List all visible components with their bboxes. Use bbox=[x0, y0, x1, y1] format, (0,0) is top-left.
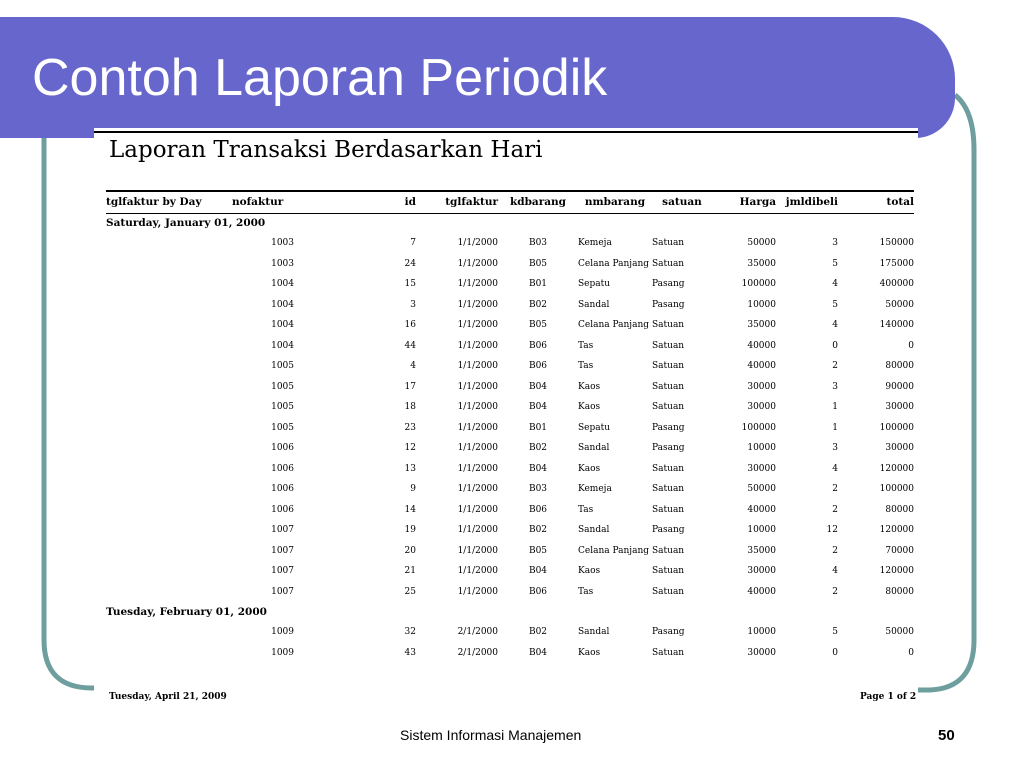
satuan-cell: Pasang bbox=[652, 299, 685, 310]
total-cell: 120000 bbox=[879, 463, 914, 474]
total-cell: 0 bbox=[908, 647, 914, 658]
nofaktur-cell: 1006 bbox=[271, 443, 294, 454]
table-row bbox=[106, 397, 914, 418]
table-row bbox=[106, 377, 914, 398]
day-cell bbox=[106, 643, 232, 664]
nmbarang-cell: Kaos bbox=[578, 647, 601, 658]
total-cell: 0 bbox=[908, 340, 914, 351]
total-cell: 90000 bbox=[885, 381, 914, 392]
jmldibeli-cell: 3 bbox=[832, 381, 838, 392]
harga-cell: 50000 bbox=[747, 484, 776, 495]
harga-cell: 40000 bbox=[747, 340, 776, 351]
kdbarang-cell: B05 bbox=[528, 545, 548, 556]
table-row bbox=[106, 356, 914, 377]
satuan-cell: Pasang bbox=[652, 525, 685, 536]
table-row bbox=[106, 561, 914, 582]
harga-cell: 10000 bbox=[747, 299, 776, 310]
table-row bbox=[106, 315, 914, 336]
nmbarang-cell: Kemeja bbox=[578, 238, 612, 249]
nofaktur-cell: 1006 bbox=[271, 484, 294, 495]
jmldibeli-cell: 2 bbox=[832, 484, 838, 495]
tglfaktur-cell: 1/1/2000 bbox=[457, 279, 498, 290]
table-row bbox=[106, 438, 914, 459]
day-cell bbox=[106, 541, 232, 562]
kdbarang-cell: B03 bbox=[528, 484, 548, 495]
slide-title: Contoh Laporan Periodik bbox=[32, 49, 608, 107]
jmldibeli-cell: 2 bbox=[832, 586, 838, 597]
table-row bbox=[106, 582, 914, 603]
kdbarang-cell: B02 bbox=[528, 525, 548, 536]
satuan-cell: Satuan bbox=[652, 402, 685, 413]
nmbarang-cell: Celana Panjang bbox=[578, 545, 650, 556]
day-cell bbox=[106, 274, 232, 295]
satuan-cell: Pasang bbox=[652, 279, 685, 290]
nofaktur-cell: 1004 bbox=[271, 340, 294, 351]
jmldibeli-cell: 4 bbox=[832, 279, 838, 290]
day-cell bbox=[106, 622, 232, 643]
satuan-cell: Satuan bbox=[652, 320, 685, 331]
nofaktur-cell: 1006 bbox=[271, 504, 294, 515]
nmbarang-cell: Sandal bbox=[578, 525, 610, 536]
nofaktur-cell: 1006 bbox=[271, 463, 294, 474]
table-row bbox=[106, 274, 914, 295]
nmbarang-cell: Kaos bbox=[578, 402, 601, 413]
total-cell: 100000 bbox=[879, 484, 914, 495]
satuan-cell: Satuan bbox=[652, 586, 685, 597]
harga-cell: 30000 bbox=[747, 647, 776, 658]
satuan-cell: Satuan bbox=[652, 484, 685, 495]
id-cell: 17 bbox=[404, 381, 416, 392]
nmbarang-cell: Tas bbox=[578, 340, 594, 351]
satuan-cell: Satuan bbox=[652, 647, 685, 658]
harga-cell: 10000 bbox=[747, 443, 776, 454]
kdbarang-cell: B02 bbox=[528, 299, 548, 310]
kdbarang-cell: B04 bbox=[528, 647, 548, 658]
day-cell bbox=[106, 582, 232, 603]
total-cell: 100000 bbox=[879, 422, 914, 433]
satuan-cell: Satuan bbox=[652, 238, 685, 249]
nofaktur-cell: 1005 bbox=[271, 422, 294, 433]
table-row bbox=[106, 233, 914, 254]
jmldibeli-cell: 2 bbox=[832, 504, 838, 515]
report-table bbox=[106, 191, 914, 663]
day-cell bbox=[106, 438, 232, 459]
table-row bbox=[106, 336, 914, 357]
total-cell: 80000 bbox=[885, 504, 914, 515]
day-cell bbox=[106, 459, 232, 480]
kdbarang-cell: B04 bbox=[528, 463, 548, 474]
total-cell: 120000 bbox=[879, 525, 914, 536]
tglfaktur-cell: 1/1/2000 bbox=[457, 566, 498, 577]
id-cell: 9 bbox=[410, 484, 416, 495]
harga-cell: 35000 bbox=[747, 320, 776, 331]
report-table-body bbox=[106, 213, 914, 663]
table-header-row bbox=[106, 191, 914, 213]
id-cell: 3 bbox=[410, 299, 416, 310]
total-cell: 400000 bbox=[879, 279, 914, 290]
nofaktur-cell: 1005 bbox=[271, 361, 294, 372]
column-header: satuan bbox=[662, 196, 702, 208]
nmbarang-cell: Sepatu bbox=[578, 279, 611, 290]
nmbarang-cell: Kemeja bbox=[578, 484, 612, 495]
jmldibeli-cell: 2 bbox=[832, 545, 838, 556]
harga-cell: 35000 bbox=[747, 258, 776, 269]
nmbarang-cell: Tas bbox=[578, 361, 594, 372]
id-cell: 32 bbox=[404, 627, 416, 638]
nmbarang-cell: Sepatu bbox=[578, 422, 611, 433]
id-cell: 12 bbox=[404, 443, 416, 454]
kdbarang-cell: B02 bbox=[528, 443, 548, 454]
harga-cell: 30000 bbox=[747, 463, 776, 474]
group-row bbox=[106, 213, 914, 233]
nmbarang-cell: Sandal bbox=[578, 627, 610, 638]
jmldibeli-cell: 4 bbox=[832, 320, 838, 331]
column-header: id bbox=[404, 196, 416, 208]
satuan-cell: Satuan bbox=[652, 566, 685, 577]
jmldibeli-cell: 4 bbox=[832, 566, 838, 577]
total-cell: 175000 bbox=[879, 258, 914, 269]
report-print-date: Tuesday, April 21, 2009 bbox=[109, 692, 227, 702]
tglfaktur-cell: 1/1/2000 bbox=[457, 361, 498, 372]
table-row bbox=[106, 295, 914, 316]
harga-cell: 30000 bbox=[747, 566, 776, 577]
satuan-cell: Pasang bbox=[652, 627, 685, 638]
table-row bbox=[106, 520, 914, 541]
kdbarang-cell: B05 bbox=[528, 258, 548, 269]
nmbarang-cell: Kaos bbox=[578, 463, 601, 474]
day-cell bbox=[106, 295, 232, 316]
day-cell bbox=[106, 356, 232, 377]
column-header: tglfaktur by Day bbox=[106, 196, 202, 208]
column-header: Harga bbox=[739, 196, 776, 208]
id-cell: 14 bbox=[404, 504, 416, 515]
nmbarang-cell: Kaos bbox=[578, 566, 601, 577]
day-cell bbox=[106, 500, 232, 521]
table-row bbox=[106, 479, 914, 500]
tglfaktur-cell: 1/1/2000 bbox=[457, 586, 498, 597]
nofaktur-cell: 1007 bbox=[271, 586, 294, 597]
group-label: Tuesday, February 01, 2000 bbox=[106, 606, 267, 618]
id-cell: 43 bbox=[404, 647, 416, 658]
id-cell: 16 bbox=[404, 320, 416, 331]
tglfaktur-cell: 1/1/2000 bbox=[457, 320, 498, 331]
tglfaktur-cell: 1/1/2000 bbox=[457, 443, 498, 454]
harga-cell: 40000 bbox=[747, 586, 776, 597]
group-row bbox=[106, 602, 914, 622]
kdbarang-cell: B04 bbox=[528, 402, 548, 413]
kdbarang-cell: B06 bbox=[528, 361, 548, 372]
harga-cell: 10000 bbox=[747, 525, 776, 536]
tglfaktur-cell: 1/1/2000 bbox=[457, 381, 498, 392]
id-cell: 18 bbox=[404, 402, 416, 413]
total-cell: 70000 bbox=[885, 545, 914, 556]
kdbarang-cell: B04 bbox=[528, 381, 548, 392]
slide-number: 50 bbox=[938, 727, 955, 744]
jmldibeli-cell: 5 bbox=[832, 627, 838, 638]
tglfaktur-cell: 1/1/2000 bbox=[457, 504, 498, 515]
total-cell: 120000 bbox=[879, 566, 914, 577]
id-cell: 19 bbox=[404, 525, 416, 536]
tglfaktur-cell: 2/1/2000 bbox=[457, 647, 498, 658]
total-cell: 150000 bbox=[879, 238, 914, 249]
harga-cell: 35000 bbox=[747, 545, 776, 556]
column-header: jmldibeli bbox=[785, 196, 838, 208]
jmldibeli-cell: 5 bbox=[832, 258, 838, 269]
tglfaktur-cell: 1/1/2000 bbox=[457, 484, 498, 495]
id-cell: 25 bbox=[404, 586, 416, 597]
column-header: kdbarang bbox=[509, 196, 567, 208]
report-title: Laporan Transaksi Berdasarkan Hari bbox=[109, 137, 543, 163]
kdbarang-cell: B05 bbox=[528, 320, 548, 331]
satuan-cell: Satuan bbox=[652, 545, 685, 556]
jmldibeli-cell: 1 bbox=[832, 402, 838, 413]
nmbarang-cell: Sandal bbox=[578, 299, 610, 310]
nofaktur-cell: 1009 bbox=[271, 627, 294, 638]
kdbarang-cell: B03 bbox=[528, 238, 548, 249]
harga-cell: 40000 bbox=[747, 504, 776, 515]
id-cell: 20 bbox=[404, 545, 416, 556]
nofaktur-cell: 1003 bbox=[271, 258, 294, 269]
nofaktur-cell: 1007 bbox=[271, 525, 294, 536]
nofaktur-cell: 1007 bbox=[271, 545, 294, 556]
slide-footer: Sistem Informasi Manajemen bbox=[400, 727, 582, 743]
nofaktur-cell: 1005 bbox=[271, 381, 294, 392]
harga-cell: 10000 bbox=[747, 627, 776, 638]
day-cell bbox=[106, 377, 232, 398]
table-row bbox=[106, 622, 914, 643]
nofaktur-cell: 1004 bbox=[271, 299, 294, 310]
tglfaktur-cell: 2/1/2000 bbox=[457, 627, 498, 638]
total-cell: 80000 bbox=[885, 586, 914, 597]
satuan-cell: Satuan bbox=[652, 361, 685, 372]
harga-cell: 100000 bbox=[741, 279, 776, 290]
kdbarang-cell: B06 bbox=[528, 340, 548, 351]
table-row bbox=[106, 643, 914, 664]
satuan-cell: Satuan bbox=[652, 463, 685, 474]
total-cell: 140000 bbox=[879, 320, 914, 331]
total-cell: 30000 bbox=[885, 443, 914, 454]
column-header: nofaktur bbox=[232, 196, 284, 208]
harga-cell: 100000 bbox=[741, 422, 776, 433]
table-row bbox=[106, 418, 914, 439]
day-cell bbox=[106, 233, 232, 254]
kdbarang-cell: B01 bbox=[528, 422, 548, 433]
table-row bbox=[106, 500, 914, 521]
total-cell: 30000 bbox=[885, 402, 914, 413]
satuan-cell: Pasang bbox=[652, 443, 685, 454]
report-image bbox=[94, 128, 918, 708]
nofaktur-cell: 1003 bbox=[271, 238, 294, 249]
kdbarang-cell: B06 bbox=[528, 586, 548, 597]
nofaktur-cell: 1005 bbox=[271, 402, 294, 413]
tglfaktur-cell: 1/1/2000 bbox=[457, 299, 498, 310]
jmldibeli-cell: 0 bbox=[832, 647, 838, 658]
id-cell: 4 bbox=[410, 361, 416, 372]
id-cell: 21 bbox=[404, 566, 416, 577]
tglfaktur-cell: 1/1/2000 bbox=[457, 422, 498, 433]
harga-cell: 40000 bbox=[747, 361, 776, 372]
total-cell: 80000 bbox=[885, 361, 914, 372]
nofaktur-cell: 1009 bbox=[271, 647, 294, 658]
total-cell: 50000 bbox=[885, 299, 914, 310]
jmldibeli-cell: 4 bbox=[832, 463, 838, 474]
id-cell: 15 bbox=[404, 279, 416, 290]
nmbarang-cell: Sandal bbox=[578, 443, 610, 454]
nmbarang-cell: Kaos bbox=[578, 381, 601, 392]
report-page-indicator: Page 1 of 2 bbox=[860, 692, 917, 702]
jmldibeli-cell: 0 bbox=[832, 340, 838, 351]
report-top-rule bbox=[94, 131, 918, 133]
nofaktur-cell: 1004 bbox=[271, 320, 294, 331]
nmbarang-cell: Celana Panjang bbox=[578, 320, 650, 331]
tglfaktur-cell: 1/1/2000 bbox=[457, 258, 498, 269]
tglfaktur-cell: 1/1/2000 bbox=[457, 402, 498, 413]
harga-cell: 50000 bbox=[747, 238, 776, 249]
jmldibeli-cell: 2 bbox=[832, 361, 838, 372]
table-row bbox=[106, 459, 914, 480]
satuan-cell: Satuan bbox=[652, 258, 685, 269]
satuan-cell: Satuan bbox=[652, 504, 685, 515]
tglfaktur-cell: 1/1/2000 bbox=[457, 340, 498, 351]
kdbarang-cell: B02 bbox=[528, 627, 548, 638]
column-header: total bbox=[886, 196, 914, 208]
id-cell: 13 bbox=[404, 463, 416, 474]
jmldibeli-cell: 5 bbox=[832, 299, 838, 310]
id-cell: 44 bbox=[404, 340, 416, 351]
jmldibeli-cell: 12 bbox=[826, 525, 838, 536]
nmbarang-cell: Tas bbox=[578, 504, 594, 515]
day-cell bbox=[106, 418, 232, 439]
nofaktur-cell: 1004 bbox=[271, 279, 294, 290]
day-cell bbox=[106, 397, 232, 418]
jmldibeli-cell: 1 bbox=[832, 422, 838, 433]
table-row bbox=[106, 541, 914, 562]
jmldibeli-cell: 3 bbox=[832, 443, 838, 454]
nmbarang-cell: Celana Panjang bbox=[578, 258, 650, 269]
day-cell bbox=[106, 254, 232, 275]
total-cell: 50000 bbox=[885, 627, 914, 638]
column-header: nmbarang bbox=[584, 196, 646, 208]
kdbarang-cell: B01 bbox=[528, 279, 548, 290]
day-cell bbox=[106, 561, 232, 582]
id-cell: 24 bbox=[404, 258, 416, 269]
group-label: Saturday, January 01, 2000 bbox=[106, 217, 266, 229]
nofaktur-cell: 1007 bbox=[271, 566, 294, 577]
tglfaktur-cell: 1/1/2000 bbox=[457, 238, 498, 249]
jmldibeli-cell: 3 bbox=[832, 238, 838, 249]
tglfaktur-cell: 1/1/2000 bbox=[457, 545, 498, 556]
satuan-cell: Satuan bbox=[652, 381, 685, 392]
day-cell bbox=[106, 520, 232, 541]
table-row bbox=[106, 254, 914, 275]
harga-cell: 30000 bbox=[747, 381, 776, 392]
id-cell: 23 bbox=[404, 422, 416, 433]
day-cell bbox=[106, 315, 232, 336]
satuan-cell: Pasang bbox=[652, 422, 685, 433]
kdbarang-cell: B04 bbox=[528, 566, 548, 577]
day-cell bbox=[106, 336, 232, 357]
day-cell bbox=[106, 479, 232, 500]
column-header: tglfaktur bbox=[445, 196, 498, 208]
kdbarang-cell: B06 bbox=[528, 504, 548, 515]
id-cell: 7 bbox=[410, 238, 416, 249]
tglfaktur-cell: 1/1/2000 bbox=[457, 525, 498, 536]
satuan-cell: Satuan bbox=[652, 340, 685, 351]
tglfaktur-cell: 1/1/2000 bbox=[457, 463, 498, 474]
nmbarang-cell: Tas bbox=[578, 586, 594, 597]
harga-cell: 30000 bbox=[747, 402, 776, 413]
